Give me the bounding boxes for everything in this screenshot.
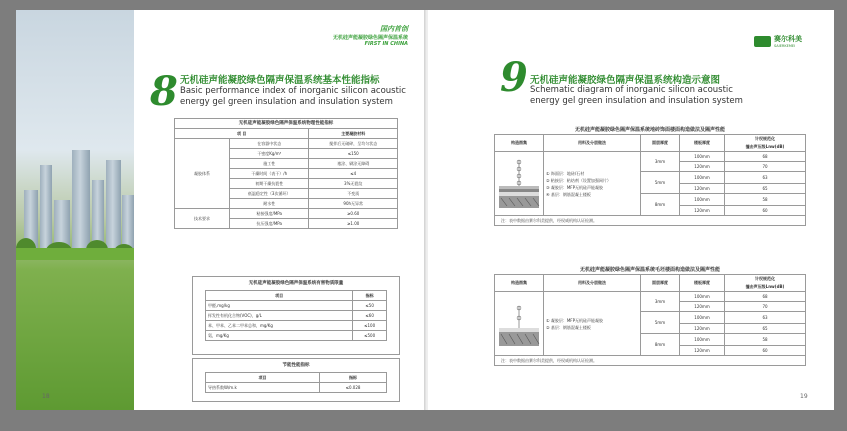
table1-param: 低温稳定性（3次循环）: [230, 189, 309, 199]
block2-slab: 100mm: [680, 292, 725, 302]
energy-saving-table: [192, 358, 400, 402]
table2-param: 苯、甲苯、乙苯二甲苯总和，mg/Kg: [206, 321, 353, 331]
section-title-en-2: energy gel green insulation and insulation system: [530, 96, 743, 106]
block2-slab: 120mm: [680, 346, 725, 356]
raw-floor-diagram-icon: [497, 292, 541, 352]
section-number: 9: [500, 54, 528, 101]
table1-value: 不变质: [309, 189, 398, 199]
block2-thickness: 3mm: [641, 292, 680, 312]
page-number-right: 19: [800, 393, 808, 400]
block1-lnw: 60: [725, 206, 806, 216]
table2-param: 甲醛,mg/kg: [206, 301, 353, 311]
table2-param: 氨，mg/Kg: [206, 331, 353, 341]
block1-thickness: 8mm: [641, 194, 680, 216]
block1-col-slab: 楼板厚度: [680, 135, 725, 152]
table1-group2: 技术要求: [175, 209, 230, 229]
block2-heading: 无机硅声能凝胶绿色隔声保温系统毛坯楼面构造做法及隔声性能: [579, 267, 720, 273]
table1-col-value: 主要凝胶材料: [309, 129, 398, 139]
table1-value: ≤150: [309, 149, 398, 159]
table2-value: ≤100: [353, 321, 387, 331]
table3-value: ≤0.028: [320, 383, 387, 393]
table3-param: 导热系数W/m.k: [206, 383, 320, 393]
section-title-en-2: energy gel green insulation and insulation system: [180, 97, 393, 107]
floor-tile-diagram-icon: [497, 152, 541, 212]
block1-col-thickness: 面层厚度: [641, 135, 680, 152]
block1-col-material: 用料及分层做法: [544, 135, 641, 152]
table1-value: 裱涂、刷涂无障碍: [309, 159, 398, 169]
table1-param: 粘接强度/MPa: [230, 209, 309, 219]
block2-col-slab: 楼板厚度: [680, 275, 725, 292]
block2-col-thickness: 面层厚度: [641, 275, 680, 292]
table1-param: 干燥时间（表干）/h: [230, 169, 309, 179]
page-number-left: 18: [42, 393, 50, 400]
block1-slab: 120mm: [680, 162, 725, 172]
block2-lnw: 58: [725, 334, 806, 346]
table1-param: 干密度Kg/m³: [230, 149, 309, 159]
block1-layer: ① 饰面层：地砖/石材: [546, 170, 585, 176]
table1-value: ≤4: [309, 169, 398, 179]
block1-slab: 120mm: [680, 184, 725, 194]
table2-param: 挥发性有机化合物(VOC)，g/L: [206, 311, 353, 321]
block2-col-diagram: 构造图集: [495, 275, 544, 292]
table2-value: ≤50: [353, 301, 387, 311]
block2-lnw: 65: [725, 324, 806, 334]
block1-layer: ② 粘接层：粘结剂（设置加强网片）: [546, 177, 611, 183]
block2-slab: 120mm: [680, 324, 725, 334]
section-title-cn: 无机硅声能凝胶绿色隔声保温系统基本性能指标: [180, 75, 380, 86]
table2-value: ≤500: [353, 331, 387, 341]
table1-param: 抗压强度/MPa: [230, 219, 309, 229]
table1-col-item: 项 目: [175, 129, 309, 139]
block2-lnw: 60: [725, 346, 806, 356]
logo-mark-icon: [754, 36, 771, 47]
right-page: [428, 10, 834, 410]
table1-param: 耐水性: [230, 199, 309, 209]
block1-lnw: 63: [725, 172, 806, 184]
table3-col-item: 项目: [206, 373, 320, 383]
table1-group1: 凝胶体系: [175, 139, 230, 209]
section-title-en-1: Schematic diagram of inorganic silicon acoustic: [530, 85, 733, 95]
block2-layer: ① 凝胶层：MFP无机硅声能凝胶: [546, 317, 604, 323]
header-line1: 国内首创: [380, 25, 408, 33]
block1-lnw: 65: [725, 184, 806, 194]
performance-table: [174, 118, 398, 229]
table2-caption: 无机硅声能凝胶绿色隔声保温系统有害物质限量: [248, 281, 344, 286]
block2-thickness: 8mm: [641, 334, 680, 356]
block1-diagram: [495, 152, 544, 216]
block2-note: 注：表中数据由赛尔科美提供，经权威机构认证检测。: [495, 356, 806, 366]
block2-lnw: 70: [725, 302, 806, 312]
block1-lnw: 70: [725, 162, 806, 172]
header-line3: FIRST IN CHINA: [364, 41, 408, 47]
harmful-substance-table: [192, 276, 400, 355]
block1-lnw: 58: [725, 194, 806, 206]
section-title-cn: 无机硅声能凝胶绿色隔声保温系统构造示意图: [530, 75, 721, 86]
block1-slab: 120mm: [680, 206, 725, 216]
block2-col-material: 用料及分层做法: [544, 275, 641, 292]
block2-layer: ② 基层：钢筋混凝土楼板: [546, 324, 591, 330]
block2-slab: 100mm: [680, 312, 725, 324]
brand-logo: [754, 34, 802, 48]
table1-param: 施工性: [230, 159, 309, 169]
block1-col-index: 计权规范化 撞击声压级Lnw(dB): [725, 135, 806, 152]
table3-caption: 节能性能指标: [282, 363, 310, 368]
block1-layers: [544, 152, 641, 216]
table1-value: ≥0.60: [309, 209, 398, 219]
block1-table: [494, 134, 806, 226]
block1-note: 注：表中数据由赛尔科美提供，经权威机构认证检测。: [495, 216, 806, 226]
block2-lnw: 68: [725, 292, 806, 302]
block2-layers: [544, 292, 641, 356]
table2-col-item: 项目: [206, 291, 353, 301]
table1-value: 90h无异常: [309, 199, 398, 209]
table1-value: 3%无裂纹: [309, 179, 398, 189]
block2-table: [494, 274, 806, 366]
block1-lnw: 68: [725, 152, 806, 162]
block2-slab: 120mm: [680, 302, 725, 312]
block2-thickness: 5mm: [641, 312, 680, 334]
table3-col-value: 指标: [320, 373, 387, 383]
header-tagline: [268, 24, 408, 47]
header-line2: 无机硅声能凝胶绿色隔声保温系统: [332, 35, 408, 41]
block1-col-diagram: 构造图集: [495, 135, 544, 152]
block1-heading: 无机硅声能凝胶绿色隔声保温系统地砖饰面楼面构造做法及隔声性能: [574, 127, 725, 133]
block1-layer: ④ 基层：钢筋混凝土楼板: [546, 191, 591, 197]
city-photo: [16, 10, 134, 410]
table1-param: 在容器中状态: [230, 139, 309, 149]
block1-thickness: 3mm: [641, 152, 680, 172]
block2-col-index: 计权规范化 撞击声压级Lnw(dB): [725, 275, 806, 292]
block2-slab: 100mm: [680, 334, 725, 346]
section-title-en-1: Basic performance index of inorganic silicon acoustic: [180, 86, 406, 96]
block1-slab: 100mm: [680, 152, 725, 162]
block1-slab: 100mm: [680, 194, 725, 206]
block1-slab: 100mm: [680, 172, 725, 184]
table2-col-value: 指标: [353, 291, 387, 301]
block2-diagram: [495, 292, 544, 356]
block1-layer: ③ 凝胶层：MFP无机硅声能凝胶: [546, 184, 604, 190]
logo-brand-en: SAIERKEMEI: [774, 44, 796, 48]
table1-value: 搅拌后无破碎，呈均匀状态: [309, 139, 398, 149]
left-page: [16, 10, 426, 410]
block2-lnw: 63: [725, 312, 806, 324]
table1-param: 初期干燥抗裂性: [230, 179, 309, 189]
block1-thickness: 5mm: [641, 172, 680, 194]
table2-value: ≤60: [353, 311, 387, 321]
logo-brand: 赛尔科美: [774, 35, 802, 43]
table1-caption: 无机硅声能凝胶绿色隔声保温系统物理性能指标: [175, 119, 398, 129]
table1-value: ≥1.00: [309, 219, 398, 229]
section-number: 8: [150, 68, 178, 115]
